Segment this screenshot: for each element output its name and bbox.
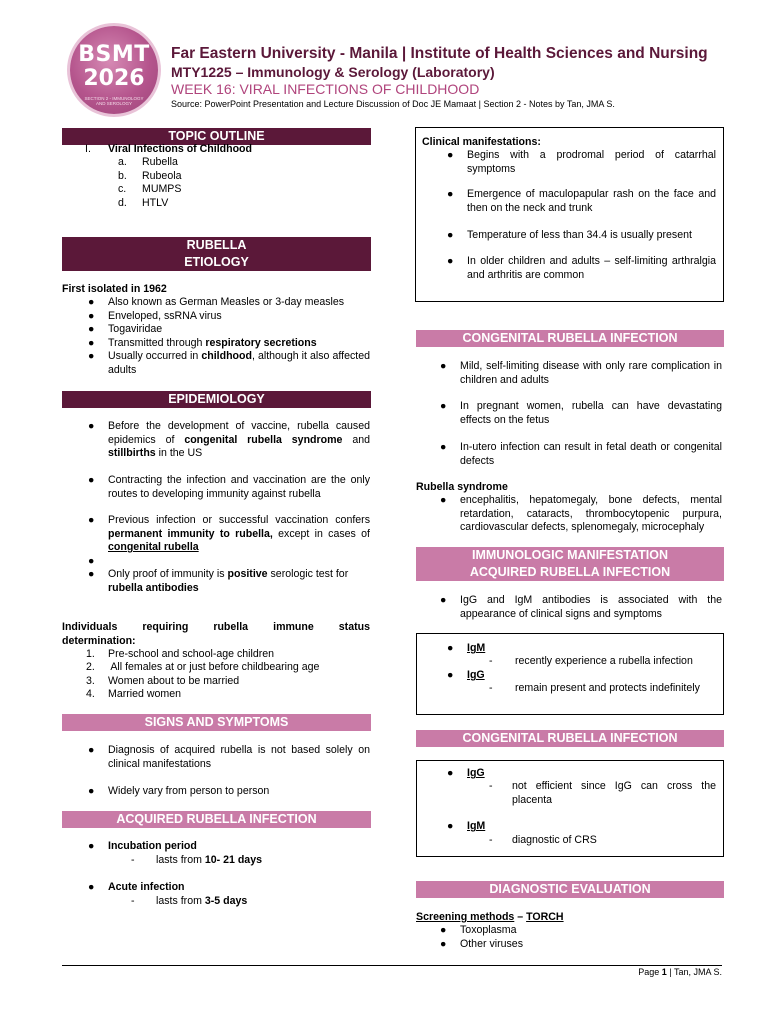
epi-item	[88, 514, 370, 555]
epi-text: serologic test for	[267, 568, 349, 580]
clinical-text: In older children and adults – self-limiting arthralgia and arthritis are common	[467, 255, 716, 281]
bullet-icon: ●	[447, 820, 454, 832]
bullet-icon: ●	[447, 767, 454, 779]
bullet-icon: ●	[88, 474, 95, 486]
footer-page-number: 1	[661, 967, 667, 977]
outline-item: HTLV	[142, 197, 169, 209]
footer-page-label: Page	[638, 967, 662, 977]
acute-duration	[156, 895, 247, 909]
signs-item	[88, 785, 370, 799]
status-item-marker: 3.	[86, 675, 95, 687]
igm-item	[447, 820, 486, 834]
epi-text: Only proof of immunity is	[108, 568, 228, 580]
incubation-duration	[156, 854, 262, 868]
bullet-icon: ●	[88, 323, 95, 335]
congenital-rubella-header: CONGENITAL RUBELLA INFECTION	[416, 330, 724, 347]
bullet-icon: ●	[440, 441, 447, 453]
dash-icon: -	[489, 834, 493, 846]
igg-item	[447, 669, 485, 683]
signs-item	[88, 744, 370, 771]
bullet-icon: ●	[88, 420, 95, 432]
bullet-icon: ●	[440, 938, 447, 950]
igg-description: not efficient since IgG can cross the placenta	[512, 780, 716, 806]
outline-item-marker: a.	[118, 156, 127, 168]
igm-label: IgM	[467, 820, 486, 832]
signs-text: Widely vary from person to person	[108, 785, 270, 797]
screening-text: Other viruses	[460, 938, 523, 950]
etiology-item	[88, 350, 370, 377]
status-item: Women about to be married	[108, 675, 240, 687]
bullet-icon: ●	[447, 255, 454, 267]
logo-ring-text: SECTION 2 - IMMUNOLOGY AND SEROLOGY	[84, 96, 144, 106]
bullet-icon: ●	[88, 840, 95, 852]
clinical-title: Clinical manifestations:	[422, 136, 541, 148]
screening-torch: TORCH	[526, 911, 564, 923]
status-item: All females at or just before childbearing age	[108, 661, 320, 673]
epi-emphasis: congenital rubella	[108, 541, 199, 553]
incubation-days: 10- 21 days	[204, 854, 262, 866]
status-item-marker: 1.	[86, 648, 95, 660]
footer-divider	[62, 965, 722, 966]
dash-icon: -	[131, 895, 135, 907]
rubella-header: RUBELLA	[62, 237, 371, 254]
bullet-icon: ●	[88, 337, 95, 349]
igm-description: recently experience a rubella infection	[515, 655, 693, 667]
acquired-antibody-box	[416, 633, 724, 715]
etiology-item	[88, 310, 370, 324]
igm-description: diagnostic of CRS	[512, 834, 597, 846]
epi-emphasis: stillbirths	[108, 447, 156, 459]
diagnostic-evaluation-header: DIAGNOSTIC EVALUATION	[416, 881, 724, 898]
igg-igm-text: IgG and IgM antibodies is associated with the appearance of clinical signs and symptoms	[460, 594, 722, 620]
bullet-icon: ●	[440, 924, 447, 936]
logo-line2: 2026	[83, 66, 145, 91]
bsmt-2026-logo	[70, 26, 158, 114]
bullet-icon: ●	[440, 360, 447, 372]
epi-emphasis: permanent immunity to rubella,	[108, 527, 273, 540]
acute-item	[88, 881, 370, 895]
status-determination-title: Individuals requiring rubella immune status determination:	[62, 621, 370, 647]
epi-emphasis: rubella antibodies	[108, 581, 199, 594]
clinical-item	[447, 229, 716, 243]
syndrome-item	[440, 494, 722, 535]
etiology-text: Transmitted through	[108, 337, 206, 349]
clinical-text: Begins with a prodromal period of catarrhal symptoms	[467, 149, 716, 175]
footer-author: | Tan, JMA S.	[666, 967, 722, 977]
igg-igm-item	[440, 594, 722, 621]
header-institution: Far Eastern University - Manila | Institute of Health Sciences and Nursing	[171, 45, 708, 62]
dash-icon: -	[131, 854, 135, 866]
header-course: MTY1225 – Immunology & Serology (Laboratory)	[171, 64, 495, 80]
epi-text: Previous infection or successful vaccination confers	[108, 514, 370, 526]
epi-emphasis: positive	[227, 568, 268, 580]
acute-label: Acute infection	[108, 881, 185, 893]
bullet-icon: ●	[88, 296, 95, 308]
status-item: Married women	[108, 688, 182, 700]
immunologic-manifestation-header: IMMUNOLOGIC MANIFESTATION	[416, 547, 724, 564]
outline-item-marker: d.	[118, 197, 127, 209]
screening-label: Screening methods	[416, 911, 515, 923]
etiology-text: Usually occurred in	[108, 350, 202, 362]
clinical-item	[447, 149, 716, 176]
outline-main: Viral Infections of Childhood	[108, 143, 252, 155]
bullet-icon: ●	[447, 229, 454, 241]
etiology-text: Enveloped, ssRNA virus	[108, 310, 222, 322]
status-item-marker: 2.	[86, 661, 95, 673]
bullet-icon: ●	[88, 310, 95, 322]
logo-line1: BSMT	[78, 42, 150, 67]
bullet-icon: ●	[440, 494, 447, 506]
congenital-text: In-utero infection can result in fetal death or congenital defects	[460, 441, 722, 467]
bullet-icon: ●	[88, 514, 95, 526]
acute-days: 3-5 days	[204, 895, 248, 907]
bullet-icon: ●	[88, 555, 95, 567]
first-isolated: First isolated in 1962	[62, 283, 167, 295]
screening-text: Toxoplasma	[460, 924, 517, 936]
bullet-icon: ●	[447, 642, 454, 654]
bullet-icon: ●	[440, 594, 447, 606]
dash-icon: -	[489, 655, 493, 667]
acute-text: lasts from	[156, 895, 205, 907]
bullet-icon: ●	[447, 669, 454, 681]
status-item: Pre-school and school-age children	[108, 648, 275, 660]
bullet-icon: ●	[88, 568, 95, 580]
dash-icon: -	[489, 682, 493, 694]
header-source: Source: PowerPoint Presentation and Lecture Discussion of Doc JE Mamaat | Section 2 - Notes by Tan, JMA S.	[171, 99, 615, 109]
igg-description: remain present and protects indefinitely	[515, 682, 700, 694]
header-week: WEEK 16: VIRAL INFECTIONS OF CHILDHOOD	[171, 81, 480, 97]
screening-item	[440, 924, 517, 938]
epi-text: and	[342, 433, 370, 446]
etiology-text: Togaviridae	[108, 323, 163, 335]
page-footer	[638, 967, 722, 977]
congenital-rubella-header-2: CONGENITAL RUBELLA INFECTION	[416, 730, 724, 747]
clinical-item	[447, 255, 716, 282]
bullet-icon: ●	[440, 400, 447, 412]
outline-item-marker: c.	[118, 183, 127, 195]
status-item-marker: 4.	[86, 688, 95, 700]
epi-text: Contracting the infection and vaccination are the only routes to developing immunity against rubella	[108, 474, 370, 500]
screening-sep: –	[514, 911, 527, 923]
acquired-rubella-header-2: ACQUIRED RUBELLA INFECTION	[416, 564, 724, 581]
epi-item	[88, 568, 370, 595]
outline-item: Rubeola	[142, 170, 182, 182]
etiology-emphasis: respiratory secretions	[205, 337, 317, 349]
outline-roman: I.	[85, 143, 91, 155]
incubation-label: Incubation period	[108, 840, 197, 852]
igm-label: IgM	[467, 642, 486, 654]
incubation-item	[88, 840, 370, 854]
bullet-icon: ●	[447, 149, 454, 161]
igg-item	[447, 767, 485, 781]
signs-symptoms-header: SIGNS AND SYMPTOMS	[62, 714, 371, 731]
etiology-text: Also known as German Measles or 3-day measles	[108, 296, 345, 308]
etiology-header: ETIOLOGY	[62, 254, 371, 271]
etiology-item	[88, 323, 370, 337]
bullet-icon: ●	[88, 350, 95, 362]
congenital-item	[440, 400, 722, 427]
epi-emphasis: congenital rubella syndrome	[184, 433, 343, 446]
congenital-item	[440, 441, 722, 468]
screening-item	[440, 938, 523, 952]
etiology-text: , although it also affected adults	[108, 350, 370, 376]
bullet-icon: ●	[88, 744, 95, 756]
bullet-icon: ●	[88, 881, 95, 893]
congenital-text: In pregnant women, rubella can have devastating effects on the fetus	[460, 400, 722, 426]
etiology-item	[88, 296, 370, 310]
incubation-text: lasts from	[156, 854, 205, 866]
screening-methods	[416, 911, 564, 925]
igg-label: IgG	[467, 767, 485, 779]
topic-outline-header: TOPIC OUTLINE	[62, 128, 371, 145]
clinical-text: Temperature of less than 34.4 is usually present	[467, 229, 692, 241]
acquired-rubella-header: ACQUIRED RUBELLA INFECTION	[62, 811, 371, 828]
congenital-text: Mild, self-limiting disease with only rare complication in children and adults	[460, 360, 722, 386]
bullet-icon: ●	[88, 785, 95, 797]
etiology-item	[88, 337, 370, 351]
epi-text: Before the development of vaccine, rubella caused epidemics of	[108, 420, 370, 446]
igm-item	[447, 642, 486, 656]
outline-item: Rubella	[142, 156, 178, 168]
signs-text: Diagnosis of acquired rubella is not based solely on clinical manifestations	[108, 744, 370, 770]
igg-label: IgG	[467, 669, 485, 681]
bullet-icon: ●	[447, 188, 454, 200]
dash-icon: -	[489, 780, 493, 792]
syndrome-text: encephalitis, hepatomegaly, bone defects, mental retardation, cataracts, thrombocytopenic purpura, cardiovascular defects, splenomegaly, microcephaly	[460, 494, 722, 533]
epi-item	[88, 420, 370, 461]
epi-item	[88, 474, 370, 501]
rubella-syndrome-title: Rubella syndrome	[416, 481, 508, 493]
outline-item: MUMPS	[142, 183, 182, 195]
epi-text: except in cases of	[272, 527, 370, 540]
epi-text: in the US	[155, 447, 203, 459]
congenital-item	[440, 360, 722, 387]
epidemiology-header: EPIDEMIOLOGY	[62, 391, 371, 408]
etiology-emphasis: childhood	[201, 350, 252, 362]
clinical-item	[447, 188, 716, 215]
outline-item-marker: b.	[118, 170, 127, 182]
clinical-text: Emergence of maculopapular rash on the face and then on the neck and trunk	[467, 188, 716, 214]
